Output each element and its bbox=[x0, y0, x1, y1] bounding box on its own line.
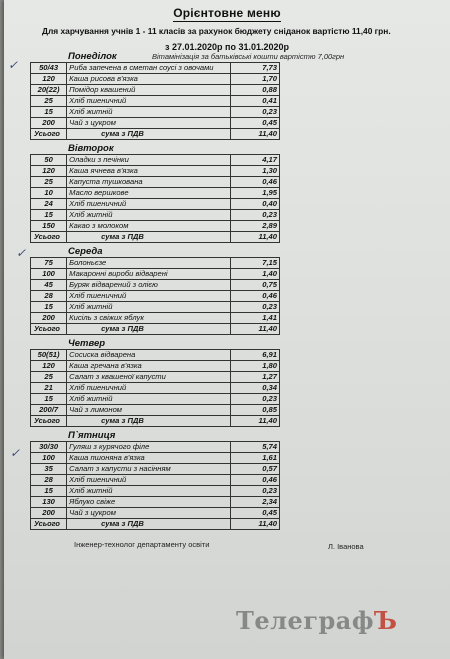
total-caption: сума з ПДВ bbox=[67, 324, 231, 335]
watermark-logo: ТелеграфЪ bbox=[236, 606, 398, 635]
item-name: Хліб пшеничний bbox=[67, 291, 231, 302]
item-quantity: 75 bbox=[31, 258, 67, 269]
table-row bbox=[31, 63, 280, 74]
total-caption: сума з ПДВ bbox=[67, 519, 231, 530]
item-name: Гуляш з курячого філе bbox=[67, 442, 231, 453]
item-price: 0,23 bbox=[231, 302, 280, 313]
item-price: 0,34 bbox=[231, 383, 280, 394]
day-menu-table bbox=[30, 441, 280, 530]
table-row bbox=[31, 497, 280, 508]
table-row bbox=[31, 210, 280, 221]
table-row bbox=[31, 486, 280, 497]
menu-document bbox=[4, 0, 450, 659]
item-quantity: 120 bbox=[31, 74, 67, 85]
item-name: Какао з молоком bbox=[67, 221, 231, 232]
item-quantity: 25 bbox=[31, 372, 67, 383]
item-quantity: 200 bbox=[31, 508, 67, 519]
table-row bbox=[31, 118, 280, 129]
page-subtitle: Для харчування учнів 1 - 11 класів за рахунок бюджету сніданок вартістю 11,40 грн. bbox=[42, 26, 391, 36]
table-row bbox=[31, 442, 280, 453]
total-row bbox=[31, 324, 280, 335]
item-name: Чай з лимоном bbox=[67, 405, 231, 416]
item-price: 1,30 bbox=[231, 166, 280, 177]
item-name: Капуста тушкована bbox=[67, 177, 231, 188]
item-quantity: 10 bbox=[31, 188, 67, 199]
item-price: 2,89 bbox=[231, 221, 280, 232]
item-price: 1,95 bbox=[231, 188, 280, 199]
item-quantity: 15 bbox=[31, 394, 67, 405]
signer-name: Л. Іванова bbox=[328, 542, 364, 551]
item-price: 0,46 bbox=[231, 177, 280, 188]
total-value: 11,40 bbox=[231, 324, 280, 335]
item-name: Хліб пшеничний bbox=[67, 475, 231, 486]
item-name: Хліб пшеничний bbox=[67, 383, 231, 394]
item-quantity: 35 bbox=[31, 464, 67, 475]
total-label: Усього bbox=[31, 129, 67, 140]
item-name: Хліб житній bbox=[67, 486, 231, 497]
total-row bbox=[31, 232, 280, 243]
item-price: 5,74 bbox=[231, 442, 280, 453]
table-row bbox=[31, 350, 280, 361]
checkmark-icon: ✓ bbox=[16, 246, 27, 260]
table-row bbox=[31, 85, 280, 96]
item-name: Каша рисова в'язка bbox=[67, 74, 231, 85]
page-title: Орієнтовне меню bbox=[173, 6, 281, 20]
item-quantity: 200/7 bbox=[31, 405, 67, 416]
total-row bbox=[31, 416, 280, 427]
item-price: 0,57 bbox=[231, 464, 280, 475]
item-price: 6,91 bbox=[231, 350, 280, 361]
table-row bbox=[31, 107, 280, 118]
item-quantity: 30/30 bbox=[31, 442, 67, 453]
day-menu-table bbox=[30, 154, 280, 243]
table-row bbox=[31, 383, 280, 394]
item-quantity: 120 bbox=[31, 166, 67, 177]
total-row bbox=[31, 129, 280, 140]
item-price: 0,85 bbox=[231, 405, 280, 416]
item-name: Оладки з печінки bbox=[67, 155, 231, 166]
item-price: 0,75 bbox=[231, 280, 280, 291]
item-price: 1,27 bbox=[231, 372, 280, 383]
day-header bbox=[30, 431, 280, 441]
item-name: Каша пшоняна в'язка bbox=[67, 453, 231, 464]
total-caption: сума з ПДВ bbox=[67, 416, 231, 427]
item-name: Риба запечена в сметан соусі з овочами bbox=[67, 63, 231, 74]
table-row bbox=[31, 280, 280, 291]
item-name: Каша гречана в'язка bbox=[67, 361, 231, 372]
item-price: 4,17 bbox=[231, 155, 280, 166]
item-name: Чай з цукром bbox=[67, 508, 231, 519]
item-name: Буряк відварений з олією bbox=[67, 280, 231, 291]
table-row bbox=[31, 221, 280, 232]
item-price: 1,70 bbox=[231, 74, 280, 85]
day-name: Вівторок bbox=[68, 143, 114, 154]
total-row bbox=[31, 519, 280, 530]
item-price: 0,23 bbox=[231, 210, 280, 221]
item-price: 0,46 bbox=[231, 475, 280, 486]
item-name: Болоньєзе bbox=[67, 258, 231, 269]
item-name: Хліб житній bbox=[67, 302, 231, 313]
total-label: Усього bbox=[31, 416, 67, 427]
item-quantity: 15 bbox=[31, 107, 67, 118]
item-name: Хліб житній bbox=[67, 394, 231, 405]
item-name: Помідор квашений bbox=[67, 85, 231, 96]
total-value: 11,40 bbox=[231, 232, 280, 243]
table-row bbox=[31, 453, 280, 464]
item-quantity: 120 bbox=[31, 361, 67, 372]
item-price: 1,41 bbox=[231, 313, 280, 324]
table-row bbox=[31, 394, 280, 405]
day-name: Понеділок bbox=[68, 51, 117, 62]
item-quantity: 20(22) bbox=[31, 85, 67, 96]
table-row bbox=[31, 258, 280, 269]
total-label: Усього bbox=[31, 232, 67, 243]
item-quantity: 100 bbox=[31, 269, 67, 280]
item-price: 0,45 bbox=[231, 118, 280, 129]
table-row bbox=[31, 291, 280, 302]
day-menu-table bbox=[30, 349, 280, 427]
item-quantity: 21 bbox=[31, 383, 67, 394]
item-price: 0,41 bbox=[231, 96, 280, 107]
table-row bbox=[31, 188, 280, 199]
item-quantity: 50 bbox=[31, 155, 67, 166]
item-name: Кисіль з свіжих яблук bbox=[67, 313, 231, 324]
item-name: Макаронні вироби відварені bbox=[67, 269, 231, 280]
item-price: 0,88 bbox=[231, 85, 280, 96]
item-quantity: 15 bbox=[31, 486, 67, 497]
table-row bbox=[31, 361, 280, 372]
table-row bbox=[31, 313, 280, 324]
item-name: Хліб пшеничний bbox=[67, 96, 231, 107]
item-name: Салат з капусти з насінням bbox=[67, 464, 231, 475]
date-range: з 27.01.2020р по 31.01.2020р bbox=[165, 42, 289, 52]
day-name: Четвер bbox=[68, 338, 106, 349]
item-quantity: 50/43 bbox=[31, 63, 67, 74]
total-value: 11,40 bbox=[231, 519, 280, 530]
item-quantity: 200 bbox=[31, 313, 67, 324]
day-name: Середа bbox=[68, 246, 103, 257]
total-caption: сума з ПДВ bbox=[67, 129, 231, 140]
item-name: Хліб пшеничний bbox=[67, 199, 231, 210]
item-price: 7,73 bbox=[231, 63, 280, 74]
day-header bbox=[30, 339, 280, 349]
item-price: 7,15 bbox=[231, 258, 280, 269]
item-name: Салат з квашеної капусти bbox=[67, 372, 231, 383]
item-quantity: 25 bbox=[31, 177, 67, 188]
signer-title: Інженер-технолог департаменту освіти bbox=[74, 540, 210, 549]
item-quantity: 25 bbox=[31, 96, 67, 107]
item-price: 0,23 bbox=[231, 107, 280, 118]
item-price: 2,34 bbox=[231, 497, 280, 508]
table-row bbox=[31, 177, 280, 188]
day-menu-table bbox=[30, 257, 280, 335]
item-name: Хліб житній bbox=[67, 107, 231, 118]
table-row bbox=[31, 166, 280, 177]
item-quantity: 28 bbox=[31, 291, 67, 302]
table-row bbox=[31, 508, 280, 519]
item-name: Каша ячнева в'язка bbox=[67, 166, 231, 177]
table-row bbox=[31, 405, 280, 416]
item-price: 0,45 bbox=[231, 508, 280, 519]
item-name: Масло вершкове bbox=[67, 188, 231, 199]
day-header bbox=[30, 144, 280, 154]
item-quantity: 150 bbox=[31, 221, 67, 232]
table-row bbox=[31, 74, 280, 85]
table-row bbox=[31, 199, 280, 210]
total-label: Усього bbox=[31, 324, 67, 335]
table-row bbox=[31, 96, 280, 107]
item-price: 0,23 bbox=[231, 486, 280, 497]
day-header bbox=[30, 51, 345, 62]
item-quantity: 15 bbox=[31, 210, 67, 221]
day-menu-table bbox=[30, 62, 280, 140]
item-quantity: 15 bbox=[31, 302, 67, 313]
table-row bbox=[31, 475, 280, 486]
section-gap bbox=[30, 530, 280, 534]
item-quantity: 45 bbox=[31, 280, 67, 291]
checkmark-icon: ✓ bbox=[8, 58, 19, 72]
item-price: 0,23 bbox=[231, 394, 280, 405]
menu-tables bbox=[30, 51, 345, 534]
total-caption: сума з ПДВ bbox=[67, 232, 231, 243]
total-value: 11,40 bbox=[231, 129, 280, 140]
item-quantity: 50(51) bbox=[31, 350, 67, 361]
item-name: Сосиска відварена bbox=[67, 350, 231, 361]
item-quantity: 28 bbox=[31, 475, 67, 486]
item-quantity: 200 bbox=[31, 118, 67, 129]
checkmark-icon: ✓ bbox=[10, 446, 21, 460]
item-quantity: 24 bbox=[31, 199, 67, 210]
day-name: П`ятниця bbox=[68, 430, 116, 441]
item-price: 0,46 bbox=[231, 291, 280, 302]
item-quantity: 130 bbox=[31, 497, 67, 508]
total-label: Усього bbox=[31, 519, 67, 530]
item-quantity: 100 bbox=[31, 453, 67, 464]
item-name: Чай з цукром bbox=[67, 118, 231, 129]
item-price: 0,40 bbox=[231, 199, 280, 210]
table-row bbox=[31, 302, 280, 313]
item-price: 1,40 bbox=[231, 269, 280, 280]
total-value: 11,40 bbox=[231, 416, 280, 427]
item-name: Яблуко свіже bbox=[67, 497, 231, 508]
table-row bbox=[31, 372, 280, 383]
item-price: 1,61 bbox=[231, 453, 280, 464]
item-name: Хліб житній bbox=[67, 210, 231, 221]
table-row bbox=[31, 464, 280, 475]
vitamin-note: Вітамінізація за батьківські кошти вартістю 7,00грн bbox=[152, 52, 345, 61]
day-header bbox=[30, 247, 280, 257]
table-row bbox=[31, 269, 280, 280]
watermark-letter: Ъ bbox=[374, 606, 398, 635]
item-price: 1,80 bbox=[231, 361, 280, 372]
table-row bbox=[31, 155, 280, 166]
